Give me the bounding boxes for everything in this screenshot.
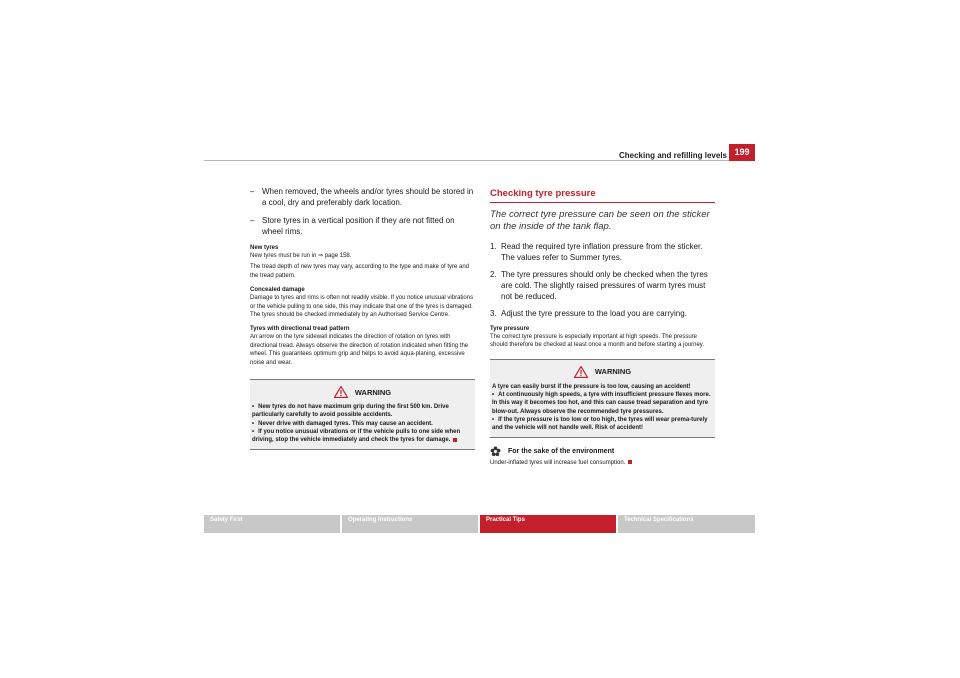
section-heading: Checking tyre pressure (490, 188, 715, 203)
environment-heading: For the sake of the environment (490, 446, 715, 457)
tyre-pressure-text: The correct tyre pressure is especially important at high speeds. The pressure should therefore be checked at least once a month and before starting a journey. (490, 334, 705, 349)
list-item: – When removed, the wheels and/or tyres should be stored in a cool, dry and preferably dark location. (250, 187, 474, 207)
tab-practical-tips[interactable]: Practical Tips (480, 515, 616, 533)
warning-item: • New tyres do not have maximum grip during the first 500 km. Drive particularly carefully to avoid possible accidents. (252, 404, 449, 419)
tyre-pressure-heading: Tyre pressure (490, 326, 530, 332)
tab-technical-specifications[interactable]: Technical Specifications (618, 515, 755, 533)
concealed-damage-heading: Concealed damage (250, 287, 305, 294)
new-tyres-text-1: New tyres must be run in ⇒ page 158. (250, 253, 352, 259)
warning-item: • If the tyre pressure is too low or too high, the tyres will wear prema-turely and the vehicle will not handle well. Risk of accident! (492, 417, 708, 432)
directional-tread-heading: Tyres with directional tread pattern (250, 326, 350, 333)
list-item: 1. Read the required tyre inflation pressure from the sticker. The values refer to Summer tyres. (490, 242, 703, 262)
tab-safety-first[interactable]: Safety First (204, 515, 340, 533)
footer-nav (204, 515, 755, 533)
end-mark-icon (453, 438, 457, 442)
warning-item: • Never drive with damaged tyres. This may cause an accident. (252, 420, 433, 427)
list-item: 3. Adjust the tyre pressure to the load you are carrying. (490, 309, 687, 318)
warning-box (250, 379, 475, 449)
new-tyres-text-2: The tread depth of new tyres may vary, according to the type and make of tyre and the tread pattern. (250, 264, 470, 279)
concealed-damage-text: Damage to tyres and rims is often not readily visible. If you notice unusual vibrations or the vehicle pulling to one side, this may indicate that one of the tyres is damaged. The tyres should be checked immediately by an Authorised Service Centre. (250, 295, 474, 319)
section-subheading: The correct tyre pressure can be seen on the sticker on the inside of the tank flap. (490, 209, 710, 232)
warning-triangle-icon (574, 366, 588, 378)
warning-box (490, 359, 715, 438)
right-column (490, 188, 715, 467)
list-item: 2. The tyre pressures should only be checked when the tyres are cold. The slightly raised pressures of warm tyres must not be reduced. (490, 270, 708, 301)
end-mark-icon (628, 460, 632, 464)
new-tyres-heading: New tyres (250, 245, 279, 251)
directional-tread-text: An arrow on the tyre sidewall indicates the direction of rotation on tyres with directional tread. Always observe the direction of rotation indicated when fitting the wheel. This guarantees optimum grip and helps to avoid aqua-planing, excessive noise and wear. (250, 334, 469, 366)
warning-item: • At continuously high speeds, a tyre with insufficient pressure flexes more. In this way it becomes too hot, and this can cause tread separation and tyre blow-out. Always observe the recommended tyre pressures. (492, 392, 711, 415)
warning-item: • If you notice unusual vibrations or if the vehicle pulls to one side when driving, stop the vehicle immediately and check the tyres for damage. (252, 428, 461, 444)
page-number: 199 (729, 144, 755, 161)
tab-operating-instructions[interactable]: Operating Instructions (342, 515, 478, 533)
environment-text: Under-inflated tyres will increase fuel consumption. (490, 459, 715, 467)
environment-flower-icon (490, 446, 501, 457)
warning-intro: A tyre can easily burst if the pressure is too low, causing an accident! (492, 383, 691, 390)
section-title: Checking and refilling levels (618, 151, 727, 160)
list-item: – Store tyres in a vertical position if they are not fitted on wheel rims. (250, 216, 455, 236)
left-column (250, 186, 475, 450)
warning-title: WARNING (354, 387, 392, 397)
warning-title: WARNING (594, 367, 632, 377)
header-rule (204, 160, 755, 161)
warning-triangle-icon (334, 386, 348, 398)
